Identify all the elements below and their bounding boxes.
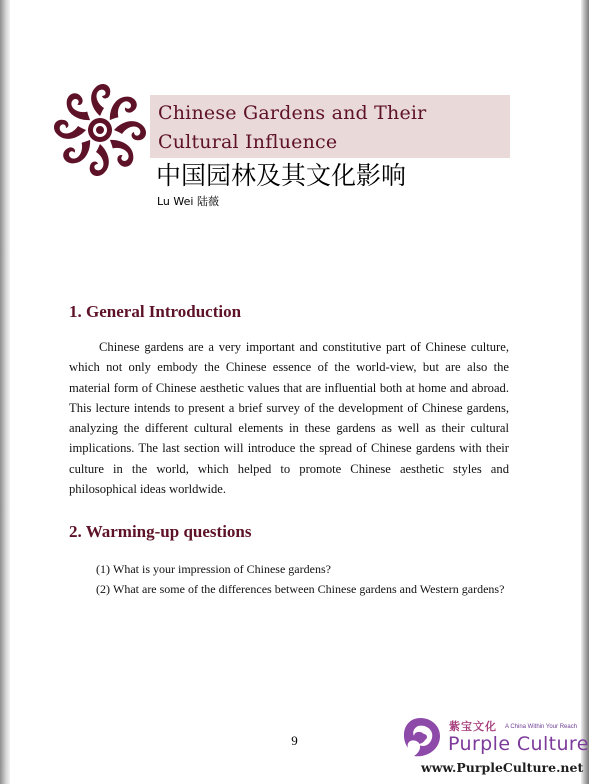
question-number: (1) [96,562,110,576]
question-text: What are some of the differences between Chinese gardens and Western gardens? [113,581,505,596]
question-number: (2) [96,581,110,596]
page-edge-left [0,0,10,784]
intro-paragraph: Chinese gardens are a very important and constitutive part of Chinese culture, which not only embody the Chinese essence of the world-view, but are also the material form of Chinese aesthetic values that are influential both at home and abroad. This lecture intends to present a brief survey of the development of Chinese gardens, analyzing the different cultural elements in these gardens as well as their cultural implications. The last section will introduce the spread of Chinese gardens with their culture in the world, which helped to promote Chinese aesthetic styles and philosophical ideas worldwide. [69,340,509,497]
floral-medallion-icon [50,80,150,180]
watermark-brand: Purple Culture [448,733,589,755]
section-heading-general-introduction: 1. General Introduction [69,302,242,321]
watermark-tagline: A China Within Your Reach [505,724,578,730]
question-item [96,560,516,580]
page-number: 9 [291,733,298,748]
question-item [96,580,516,600]
chapter-title-zh: 中国园林及其文化影响 [156,161,407,190]
question-text: What is your impression of Chinese gardens? [113,562,331,576]
page-edge-right [581,0,589,784]
chapter-title-en: Chinese Gardens and Their Cultural Influence [158,102,427,153]
question-list [96,560,516,599]
watermark-url: www.PurpleCulture.net [421,760,584,775]
purple-culture-logo-icon [404,716,444,760]
section-heading-warming-up: 2. Warming-up questions [69,522,252,541]
watermark-chinese: 紫宝文化 [449,720,497,733]
author-line: Lu Wei 陆薇 [157,195,219,208]
